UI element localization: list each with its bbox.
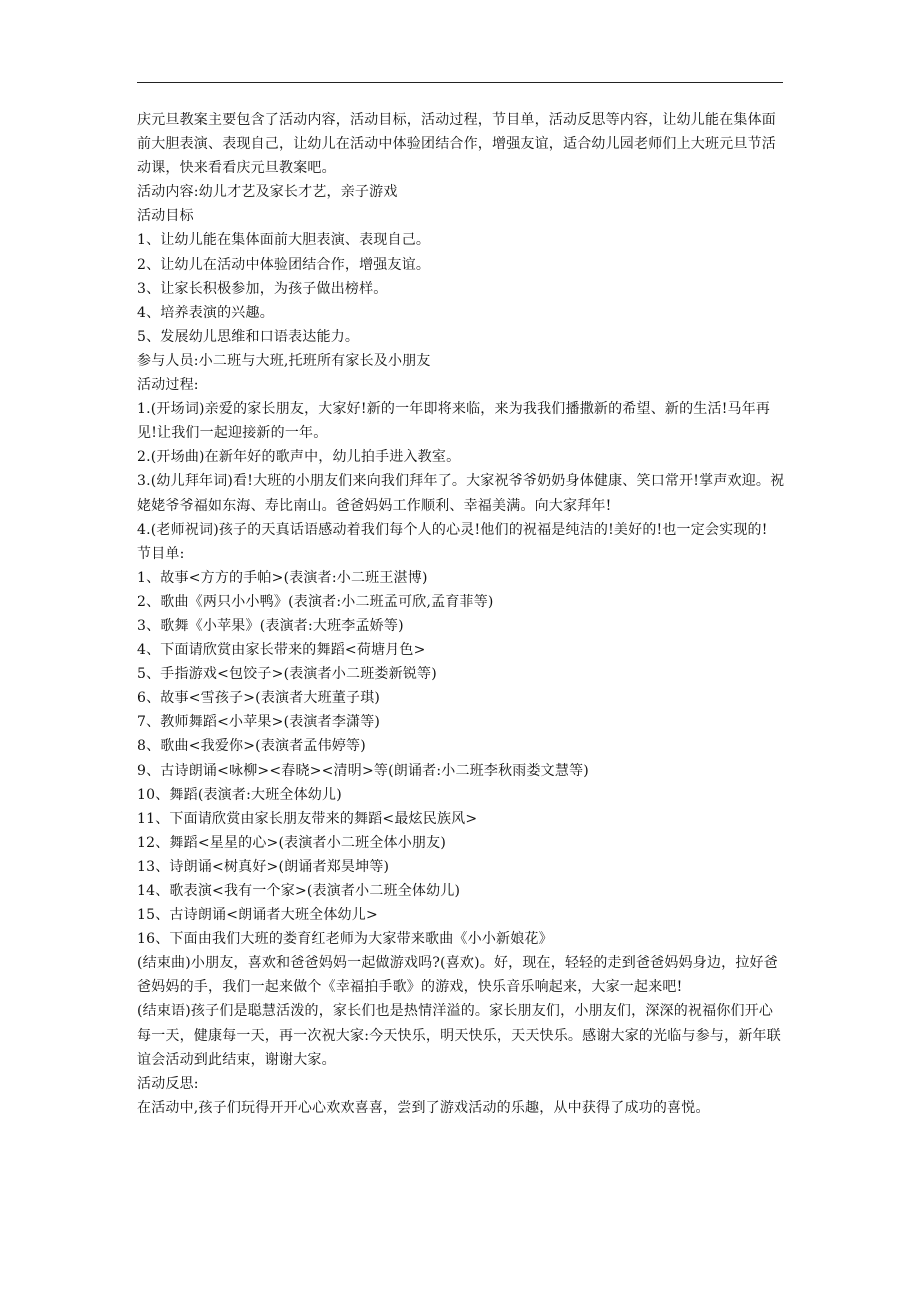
goal-item: 3、让家长积极参加，为孩子做出榜样。 [137, 280, 388, 297]
process-item: 4.(老师祝词)孩子的天真话语感动着我们每个人的心灵!他们的祝福是纯洁的!美好的!也一定会实现的! [137, 521, 768, 538]
program-item: 13、诗朗诵<树真好>(朗诵者郑昊坤等) [137, 858, 390, 875]
goal-item: 1、让幼儿能在集体面前大胆表演、表现自己。 [137, 232, 431, 249]
closing-words: (结束语)孩子们是聪慧活泼的，家长们也是热情洋溢的。家长朋友们，小朋友们，深深的祝福你们开心每一天，健康每一天，再一次祝大家:今天快乐，明天快乐，天天快乐。感谢大家的光临与参与，新年联谊会活动到此结束，谢谢大家。 [137, 1003, 781, 1068]
participants: 参与人员:小二班与大班,托班所有家长及小朋友 [137, 352, 431, 369]
goal-item: 4、培养表演的兴趣。 [137, 304, 274, 321]
program-item: 2、歌曲《两只小小鸭》(表演者:小二班孟可欣,孟育菲等) [137, 593, 494, 610]
program-item: 9、古诗朗诵<咏柳><春晓><清明>等(朗诵者:小二班李秋雨娄文慧等) [137, 762, 589, 779]
program-item: 5、手指游戏<包饺子>(表演者小二班娄新锐等) [137, 666, 437, 683]
program-item: 1、故事<方方的手帕>(表演者:小二班王湛博) [137, 569, 428, 586]
activity-content: 活动内容:幼儿才艺及家长才艺，亲子游戏 [137, 184, 398, 201]
intro-paragraph: 庆元旦教案主要包含了活动内容，活动目标，活动过程，节目单，活动反思等内容，让幼儿能在集体面前大胆表演、表现自己，让幼儿在活动中体验团结合作，增强友谊，适合幼儿园老师们上大班元旦节活动课，快来看看庆元旦教案吧。 [137, 112, 776, 177]
program-item: 11、下面请欣赏由家长朋友带来的舞蹈<最炫民族风> [137, 810, 478, 827]
process-item: 2.(开场曲)在新年好的歌声中，幼儿拍手进入教室。 [137, 449, 461, 466]
program-item: 3、歌舞《小苹果》(表演者:大班李孟娇等) [137, 617, 404, 634]
program-item: 16、下面由我们大班的娄育红老师为大家带来歌曲《小小新娘花》 [137, 931, 553, 948]
program-item: 12、舞蹈<星星的心>(表演者小二班全体小朋友) [137, 834, 446, 851]
program-item: 4、下面请欣赏由家长带来的舞蹈<荷塘月色> [137, 642, 426, 659]
section-heading-goals: 活动目标 [137, 208, 194, 225]
program-item: 6、故事<雪孩子>(表演者大班董子琪) [137, 690, 381, 707]
section-heading-program: 节目单: [137, 545, 185, 562]
program-item: 10、舞蹈(表演者:大班全体幼儿) [137, 786, 342, 803]
goal-item: 5、发展幼儿思维和口语表达能力。 [137, 328, 360, 345]
program-item: 15、古诗朗诵<朗诵者大班全体幼儿> [137, 907, 378, 924]
section-heading-process: 活动过程: [137, 377, 199, 394]
program-item: 8、歌曲<我爱你>(表演者孟伟婷等) [137, 738, 366, 755]
section-heading-reflection: 活动反思: [137, 1075, 199, 1092]
reflection-text: 在活动中,孩子们玩得开开心心欢欢喜喜，尝到了游戏活动的乐趣，从中获得了成功的喜悦。 [137, 1099, 710, 1116]
closing-song: (结束曲)小朋友，喜欢和爸爸妈妈一起做游戏吗?(喜欢)。好，现在，轻轻的走到爸爸妈妈身边，拉好爸爸妈妈的手，我们一起来做个《幸福拍手歌》的游戏，快乐音乐响起来，大家一起来吧! [137, 955, 778, 996]
goal-item: 2、让幼儿在活动中体验团结合作，增强友谊。 [137, 256, 431, 273]
document-body [137, 108, 787, 1120]
header-rule [137, 82, 783, 83]
program-item: 7、教师舞蹈<小苹果>(表演者李潇等) [137, 714, 381, 731]
process-item: 3.(幼儿拜年词)看!大班的小朋友们来向我们拜年了。大家祝爷爷奶奶身体健康、笑口常开!掌声欢迎。祝姥姥爷爷福如东海、寿比南山。爸爸妈妈工作顺利、幸福美满。向大家拜年! [137, 473, 785, 514]
process-item: 1.(开场词)亲爱的家长朋友，大家好!新的一年即将来临，来为我我们播撒新的希望、新的生活!马年再见!让我们一起迎接新的一年。 [137, 401, 771, 442]
program-item: 14、歌表演<我有一个家>(表演者小二班全体幼儿) [137, 883, 461, 899]
